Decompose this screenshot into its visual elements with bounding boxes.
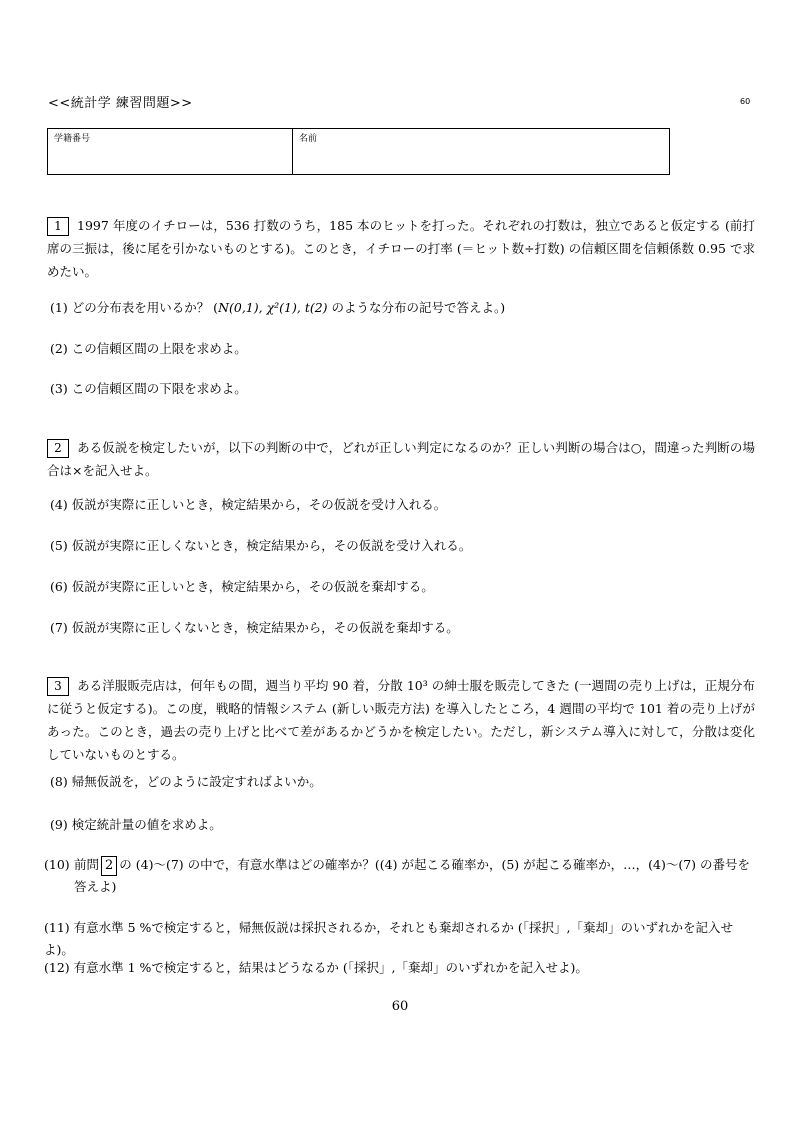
student-id-box [47, 128, 670, 175]
question-2 [47, 436, 755, 482]
subquestion-10-pre: 前問 [74, 857, 100, 872]
subquestion-4 [50, 494, 446, 516]
corner-page-number: 60 [740, 97, 751, 106]
subquestion-7-text: 仮説が実際に正しくないとき，検定結果から，その仮説を棄却する。 [71, 620, 459, 635]
subquestion-1-text-a: どの分布表を用いるか？ ( [71, 300, 219, 315]
subquestion-4-label: (4) [50, 497, 68, 512]
student-number-label: 学籍番号 [54, 134, 91, 144]
subquestion-1-label: (1) [50, 300, 68, 315]
question-2-number: 2 [47, 439, 69, 458]
student-number-field[interactable] [48, 129, 293, 174]
subquestion-2-label: (2) [50, 341, 68, 356]
question-1 [47, 214, 755, 283]
subquestion-10-text: の (4)〜(7) の中で，有意水準はどの確率か？((4) が起こる確率か，(5) が起こる確率か，…，(4)〜(7) の番号を答えよ) [74, 857, 751, 894]
question-1-number: 1 [47, 217, 69, 236]
subquestion-2-text: この信頼区間の上限を求めよ。 [71, 341, 247, 356]
page-title: <<統計学 練習問題>> [48, 96, 193, 111]
subquestion-8 [50, 771, 322, 793]
subquestion-7 [50, 617, 459, 639]
subquestion-3 [50, 378, 247, 400]
subquestion-12 [44, 957, 588, 979]
page-number: 60 [391, 999, 409, 1014]
question-2-text: ある仮説を検定したいが，以下の判断の中で，どれが正しい判定になるのか？正しい判断の場合は○，間違った判断の場合は×を記入せよ。 [47, 440, 755, 478]
subquestion-9-text: 検定統計量の値を求めよ。 [71, 817, 222, 832]
question-1-text: 1997 年度のイチローは，536 打数のうち，185 本のヒットを打った。それぞれの打数は，独立であると仮定する (前打席の三振は，後に尾を引かないものとする)。このとき，イチローの打率 (＝ヒット数÷打数) の信頼区間を信頼係数 0.95 で求めたい。 [47, 218, 755, 279]
subquestion-1-text-b: のような分布の記号で答えよ。) [327, 300, 506, 315]
subquestion-9-label: (9) [50, 817, 68, 832]
question-3-number: 3 [47, 677, 69, 696]
subquestion-3-text: この信頼区間の下限を求めよ。 [71, 381, 247, 396]
question-3 [47, 674, 755, 766]
subquestion-12-text: 有意水準 1 %で検定すると，結果はどうなるか (「採択」,「棄却」のいずれかを記入せよ)。 [73, 960, 588, 975]
subquestion-3-label: (3) [50, 381, 68, 396]
subquestion-11 [44, 917, 760, 961]
subquestion-6-text: 仮説が実際に正しいとき，検定結果から，その仮説を棄却する。 [71, 579, 434, 594]
question-3-text: ある洋服販売店は，何年もの間，週当り平均 90 着，分散 10³ の紳士服を販売してきた (一週間の売り上げは，正規分布に従うと仮定する)。この度，戦略的情報システム (新しい販売方法) を導入したところ，4 週間の平均で 101 着の売り上げがあった。このとき，過去の売り上げと比べて差があるかどうかを検定したい。ただし，新システム導入に対して，分散は変化していないものとする。 [47, 678, 755, 762]
subquestion-10-label: (10) [44, 857, 70, 872]
subquestion-2 [50, 338, 247, 360]
subquestion-1 [50, 297, 505, 319]
subquestion-5-label: (5) [50, 538, 68, 553]
subquestion-10-body [74, 854, 756, 898]
subquestion-8-text: 帰無仮説を，どのように設定すればよいか。 [71, 774, 322, 789]
subquestion-8-label: (8) [50, 774, 68, 789]
subquestion-12-label: (12) [44, 960, 70, 975]
subquestion-9 [50, 814, 222, 836]
subquestion-6 [50, 576, 434, 598]
subquestion-7-label: (7) [50, 620, 68, 635]
subquestion-11-label: (11) [44, 920, 70, 935]
name-label: 名前 [299, 134, 318, 144]
subquestion-10 [44, 854, 756, 898]
name-field[interactable] [293, 129, 669, 174]
subquestion-11-text: 有意水準 5 %で検定すると，帰無仮説は採択されるか，それとも棄却されるか (「採択」,「棄却」のいずれかを記入せよ)。 [44, 920, 734, 957]
subquestion-6-label: (6) [50, 579, 68, 594]
subquestion-5-text: 仮説が実際に正しくないとき，検定結果から，その仮説を受け入れる。 [71, 538, 472, 553]
subquestion-10-ref-box: 2 [101, 856, 117, 876]
subquestion-5 [50, 535, 471, 557]
subquestion-4-text: 仮説が実際に正しいとき，検定結果から，その仮説を受け入れる。 [71, 497, 447, 512]
subquestion-1-math: N(0,1), χ²(1), t(2) [218, 300, 328, 315]
